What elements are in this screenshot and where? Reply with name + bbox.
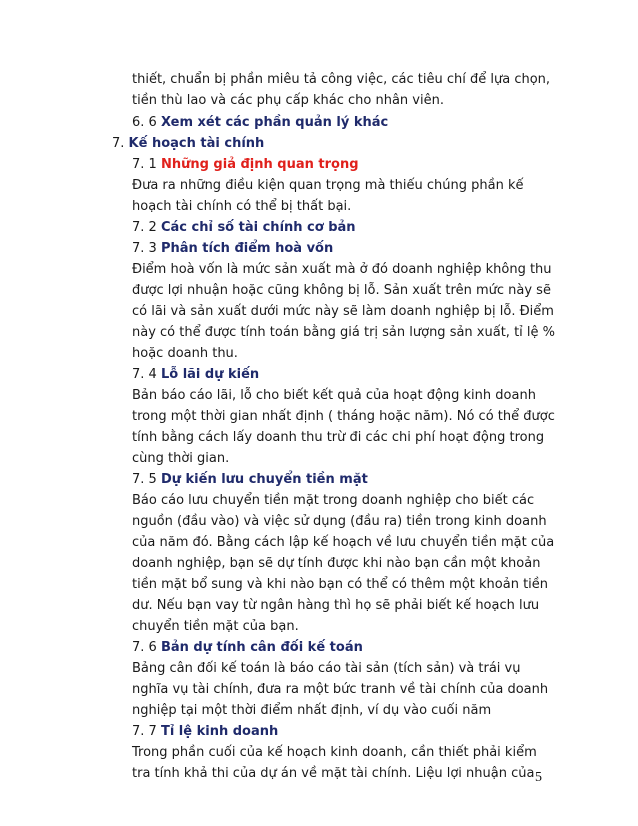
heading-7-3-title: Phân tích điểm hoà vốn xyxy=(160,241,334,256)
heading-7-7 xyxy=(132,722,278,742)
heading-7-2-title: Các chỉ số tài chính cơ bản xyxy=(160,220,356,235)
paragraph-7-3-line-4: này có thể được tính toán bằng giá trị sản lượng sản xuất, tỉ lệ % xyxy=(132,325,556,340)
paragraph-7-5-line-1: Báo cáo lưu chuyển tiền mặt trong doanh nghiệp cho biết các xyxy=(132,493,535,508)
heading-7-1-number: 7. 1 xyxy=(132,157,161,172)
intro-line-1: thiết, chuẩn bị phần miêu tả công việc, các tiêu chí để lựa chọn, xyxy=(132,72,551,87)
heading-7-1-title: Những giả định quan trọng xyxy=(160,157,359,172)
heading-6-6 xyxy=(132,113,388,133)
paragraph-7-4-line-4: cùng thời gian. xyxy=(132,451,230,466)
heading-7-4 xyxy=(132,365,259,385)
heading-7-3-number: 7. 3 xyxy=(132,241,161,256)
section-7-heading xyxy=(112,134,264,154)
paragraph-7-4-line-1: Bản báo cáo lãi, lỗ cho biết kết quả của hoạt động kinh doanh xyxy=(132,388,536,403)
paragraph-7-5-line-2: nguồn (đầu vào) và việc sử dụng (đầu ra) tiền trong kinh doanh xyxy=(132,514,547,529)
heading-7-5-number: 7. 5 xyxy=(132,472,161,487)
paragraph-7-7-line-1: Trong phần cuối của kế hoạch kinh doanh, cần thiết phải kiểm xyxy=(132,745,537,760)
paragraph-7-3-line-3: có lãi và sản xuất dưới mức này sẽ làm doanh nghiệp bị lỗ. Điểm xyxy=(132,304,554,319)
heading-7-6 xyxy=(132,638,363,658)
paragraph-7-4-line-2: trong một thời gian nhất định ( tháng hoặc năm). Nó có thể được xyxy=(132,409,555,424)
heading-7-6-title: Bản dự tính cân đối kế toán xyxy=(160,640,363,655)
paragraph-7-5-line-3: của năm đó. Bằng cách lập kế hoạch về lưu chuyển tiền mặt của xyxy=(132,535,555,550)
heading-7-5-title: Dự kiến lưu chuyển tiền mặt xyxy=(160,472,368,487)
heading-7-7-number: 7. 7 xyxy=(132,724,161,739)
heading-7-2 xyxy=(132,218,356,238)
heading-6-6-title: Xem xét các phần quản lý khác xyxy=(160,115,389,130)
paragraph-7-7-line-2: tra tính khả thi của dự án về mặt tài chính. Liệu lợi nhuận của xyxy=(132,766,535,781)
paragraph-7-6-line-1: Bảng cân đối kế toán là báo cáo tài sản (tích sản) và trái vụ xyxy=(132,661,521,676)
paragraph-7-5-line-6: dư. Nếu bạn vay từ ngân hàng thì họ sẽ phải biết kế hoạch lưu xyxy=(132,598,540,613)
section-7-number: 7. xyxy=(112,136,129,151)
intro-line-2: tiền thù lao và các phụ cấp khác cho nhân viên. xyxy=(132,93,444,108)
heading-7-6-number: 7. 6 xyxy=(132,640,161,655)
paragraph-7-6-line-2: nghĩa vụ tài chính, đưa ra một bức tranh về tài chính của doanh xyxy=(132,682,549,697)
heading-7-5 xyxy=(132,470,368,490)
paragraph-7-5-line-5: tiền mặt bổ sung và khi nào bạn có thể có thêm một khoản tiền xyxy=(132,577,549,592)
paragraph-7-5-line-4: doanh nghiệp, bạn sẽ dự tính được khi nào bạn cần một khoản xyxy=(132,556,541,571)
paragraph-7-3-line-2: được lợi nhuận hoặc cũng không bị lỗ. Sản xuất trên mức này sẽ xyxy=(132,283,551,298)
paragraph-7-5-line-7: chuyển tiền mặt của bạn. xyxy=(132,619,299,634)
paragraph-7-1-line-2: hoạch tài chính có thể bị thất bại. xyxy=(132,199,352,214)
heading-7-4-title: Lỗ lãi dự kiến xyxy=(160,367,260,382)
paragraph-7-3-line-1: Điểm hoà vốn là mức sản xuất mà ở đó doanh nghiệp không thu xyxy=(132,262,552,277)
heading-7-2-number: 7. 2 xyxy=(132,220,161,235)
page-number: 5 xyxy=(535,770,542,785)
heading-7-3 xyxy=(132,239,333,259)
section-7-title: Kế hoạch tài chính xyxy=(128,136,265,151)
heading-7-7-title: Tỉ lệ kinh doanh xyxy=(160,724,279,739)
heading-7-4-number: 7. 4 xyxy=(132,367,161,382)
heading-6-6-number: 6. 6 xyxy=(132,115,161,130)
paragraph-7-1-line-1: Đưa ra những điều kiện quan trọng mà thiếu chúng phần kế xyxy=(132,178,524,193)
paragraph-7-6-line-3: nghiệp tại một thời điểm nhất định, ví dụ vào cuối năm xyxy=(132,703,492,718)
heading-7-1 xyxy=(132,155,359,175)
paragraph-7-3-line-5: hoặc doanh thu. xyxy=(132,346,238,361)
paragraph-7-4-line-3: tính bằng cách lấy doanh thu trừ đi các chi phí hoạt động trong xyxy=(132,430,545,445)
